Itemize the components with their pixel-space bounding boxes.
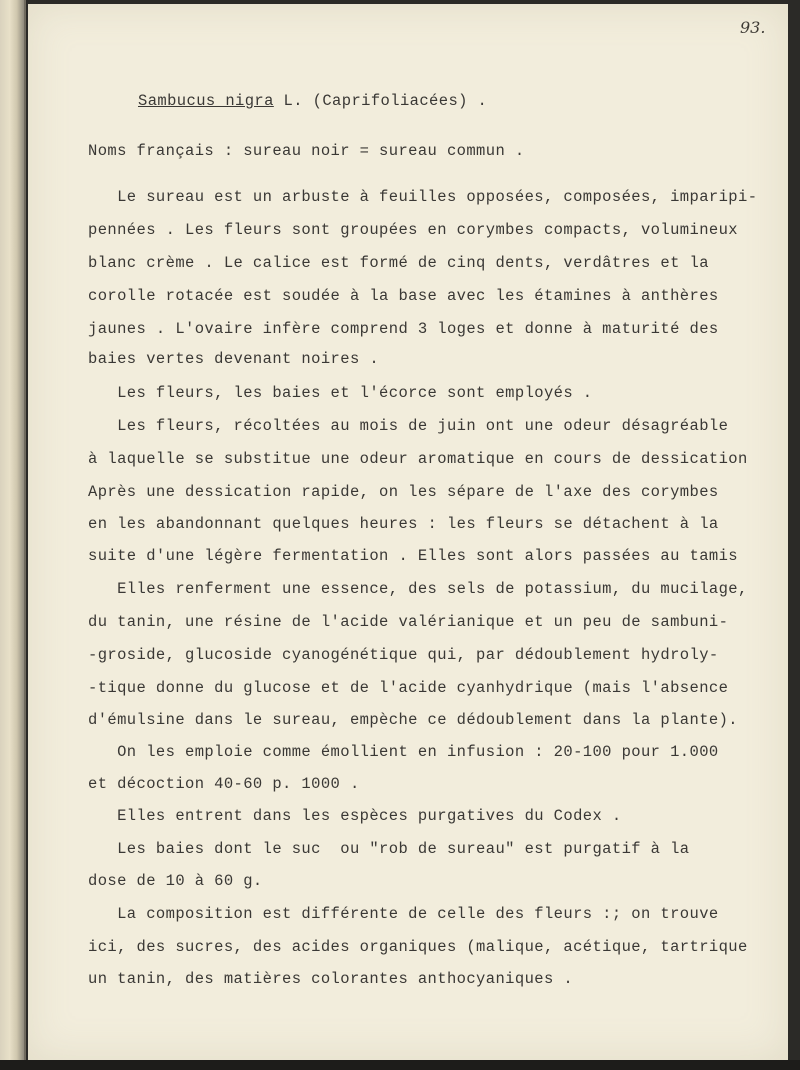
- page-title: [138, 92, 487, 110]
- text-line: dose de 10 à 60 g.: [88, 872, 263, 890]
- title-family: L. (Caprifoliacées) .: [273, 92, 488, 110]
- title-latin-name: Sambucus nigra: [138, 92, 274, 110]
- text-line: Elles entrent dans les espèces purgatives du Codex .: [88, 807, 622, 825]
- text-line: -tique donne du glucose et de l'acide cyanhydrique (mais l'absence: [88, 679, 729, 697]
- text-line: un tanin, des matières colorantes anthocyaniques .: [88, 970, 574, 988]
- text-line: suite d'une légère fermentation . Elles sont alors passées au tamis: [88, 547, 739, 565]
- text-line: Les baies dont le suc ou "rob de sureau" est purgatif à la: [88, 840, 690, 858]
- text-line: Les fleurs, les baies et l'écorce sont employés .: [88, 384, 593, 402]
- text-line: Le sureau est un arbuste à feuilles opposées, composées, imparipi-: [88, 188, 758, 206]
- page-bottom-shadow: [0, 1060, 800, 1070]
- text-line: baies vertes devenant noires .: [88, 350, 380, 368]
- text-line: blanc crème . Le calice est formé de cinq dents, verdâtres et la: [88, 254, 709, 272]
- page-number: 93.: [740, 18, 766, 37]
- text-line: Elles renferment une essence, des sels de potassium, du mucilage,: [88, 580, 748, 598]
- text-line: corolle rotacée est soudée à la base avec les étamines à anthères: [88, 287, 719, 305]
- text-line: Les fleurs, récoltées au mois de juin ont une odeur désagréable: [88, 417, 729, 435]
- text-line: La composition est différente de celle des fleurs :; on trouve: [88, 905, 719, 923]
- text-line: et décoction 40-60 p. 1000 .: [88, 775, 360, 793]
- text-line: jaunes . L'ovaire infère comprend 3 loges et donne à maturité des: [88, 320, 719, 338]
- text-line: pennées . Les fleurs sont groupées en corymbes compacts, volumineux: [88, 221, 739, 239]
- text-line: ici, des sucres, des acides organiques (malique, acétique, tartrique: [88, 938, 748, 956]
- text-line: à laquelle se substitue une odeur aromatique en cours de dessication: [88, 450, 748, 468]
- text-line: d'émulsine dans le sureau, empèche ce dédoublement dans la plante).: [88, 711, 739, 729]
- text-line: -groside, glucoside cyanogénétique qui, par dédoublement hydroly-: [88, 646, 719, 664]
- text-line: du tanin, une résine de l'acide valérianique et un peu de sambuni-: [88, 613, 729, 631]
- french-names-line: Noms français : sureau noir = sureau commun .: [88, 142, 525, 160]
- text-line: On les emploie comme émollient en infusion : 20-100 pour 1.000: [88, 743, 719, 761]
- book-binding-edge: [0, 0, 26, 1070]
- typewritten-page: [28, 4, 788, 1060]
- text-line: en les abandonnant quelques heures : les fleurs se détachent à la: [88, 515, 719, 533]
- text-line: Après une dessication rapide, on les sépare de l'axe des corymbes: [88, 483, 719, 501]
